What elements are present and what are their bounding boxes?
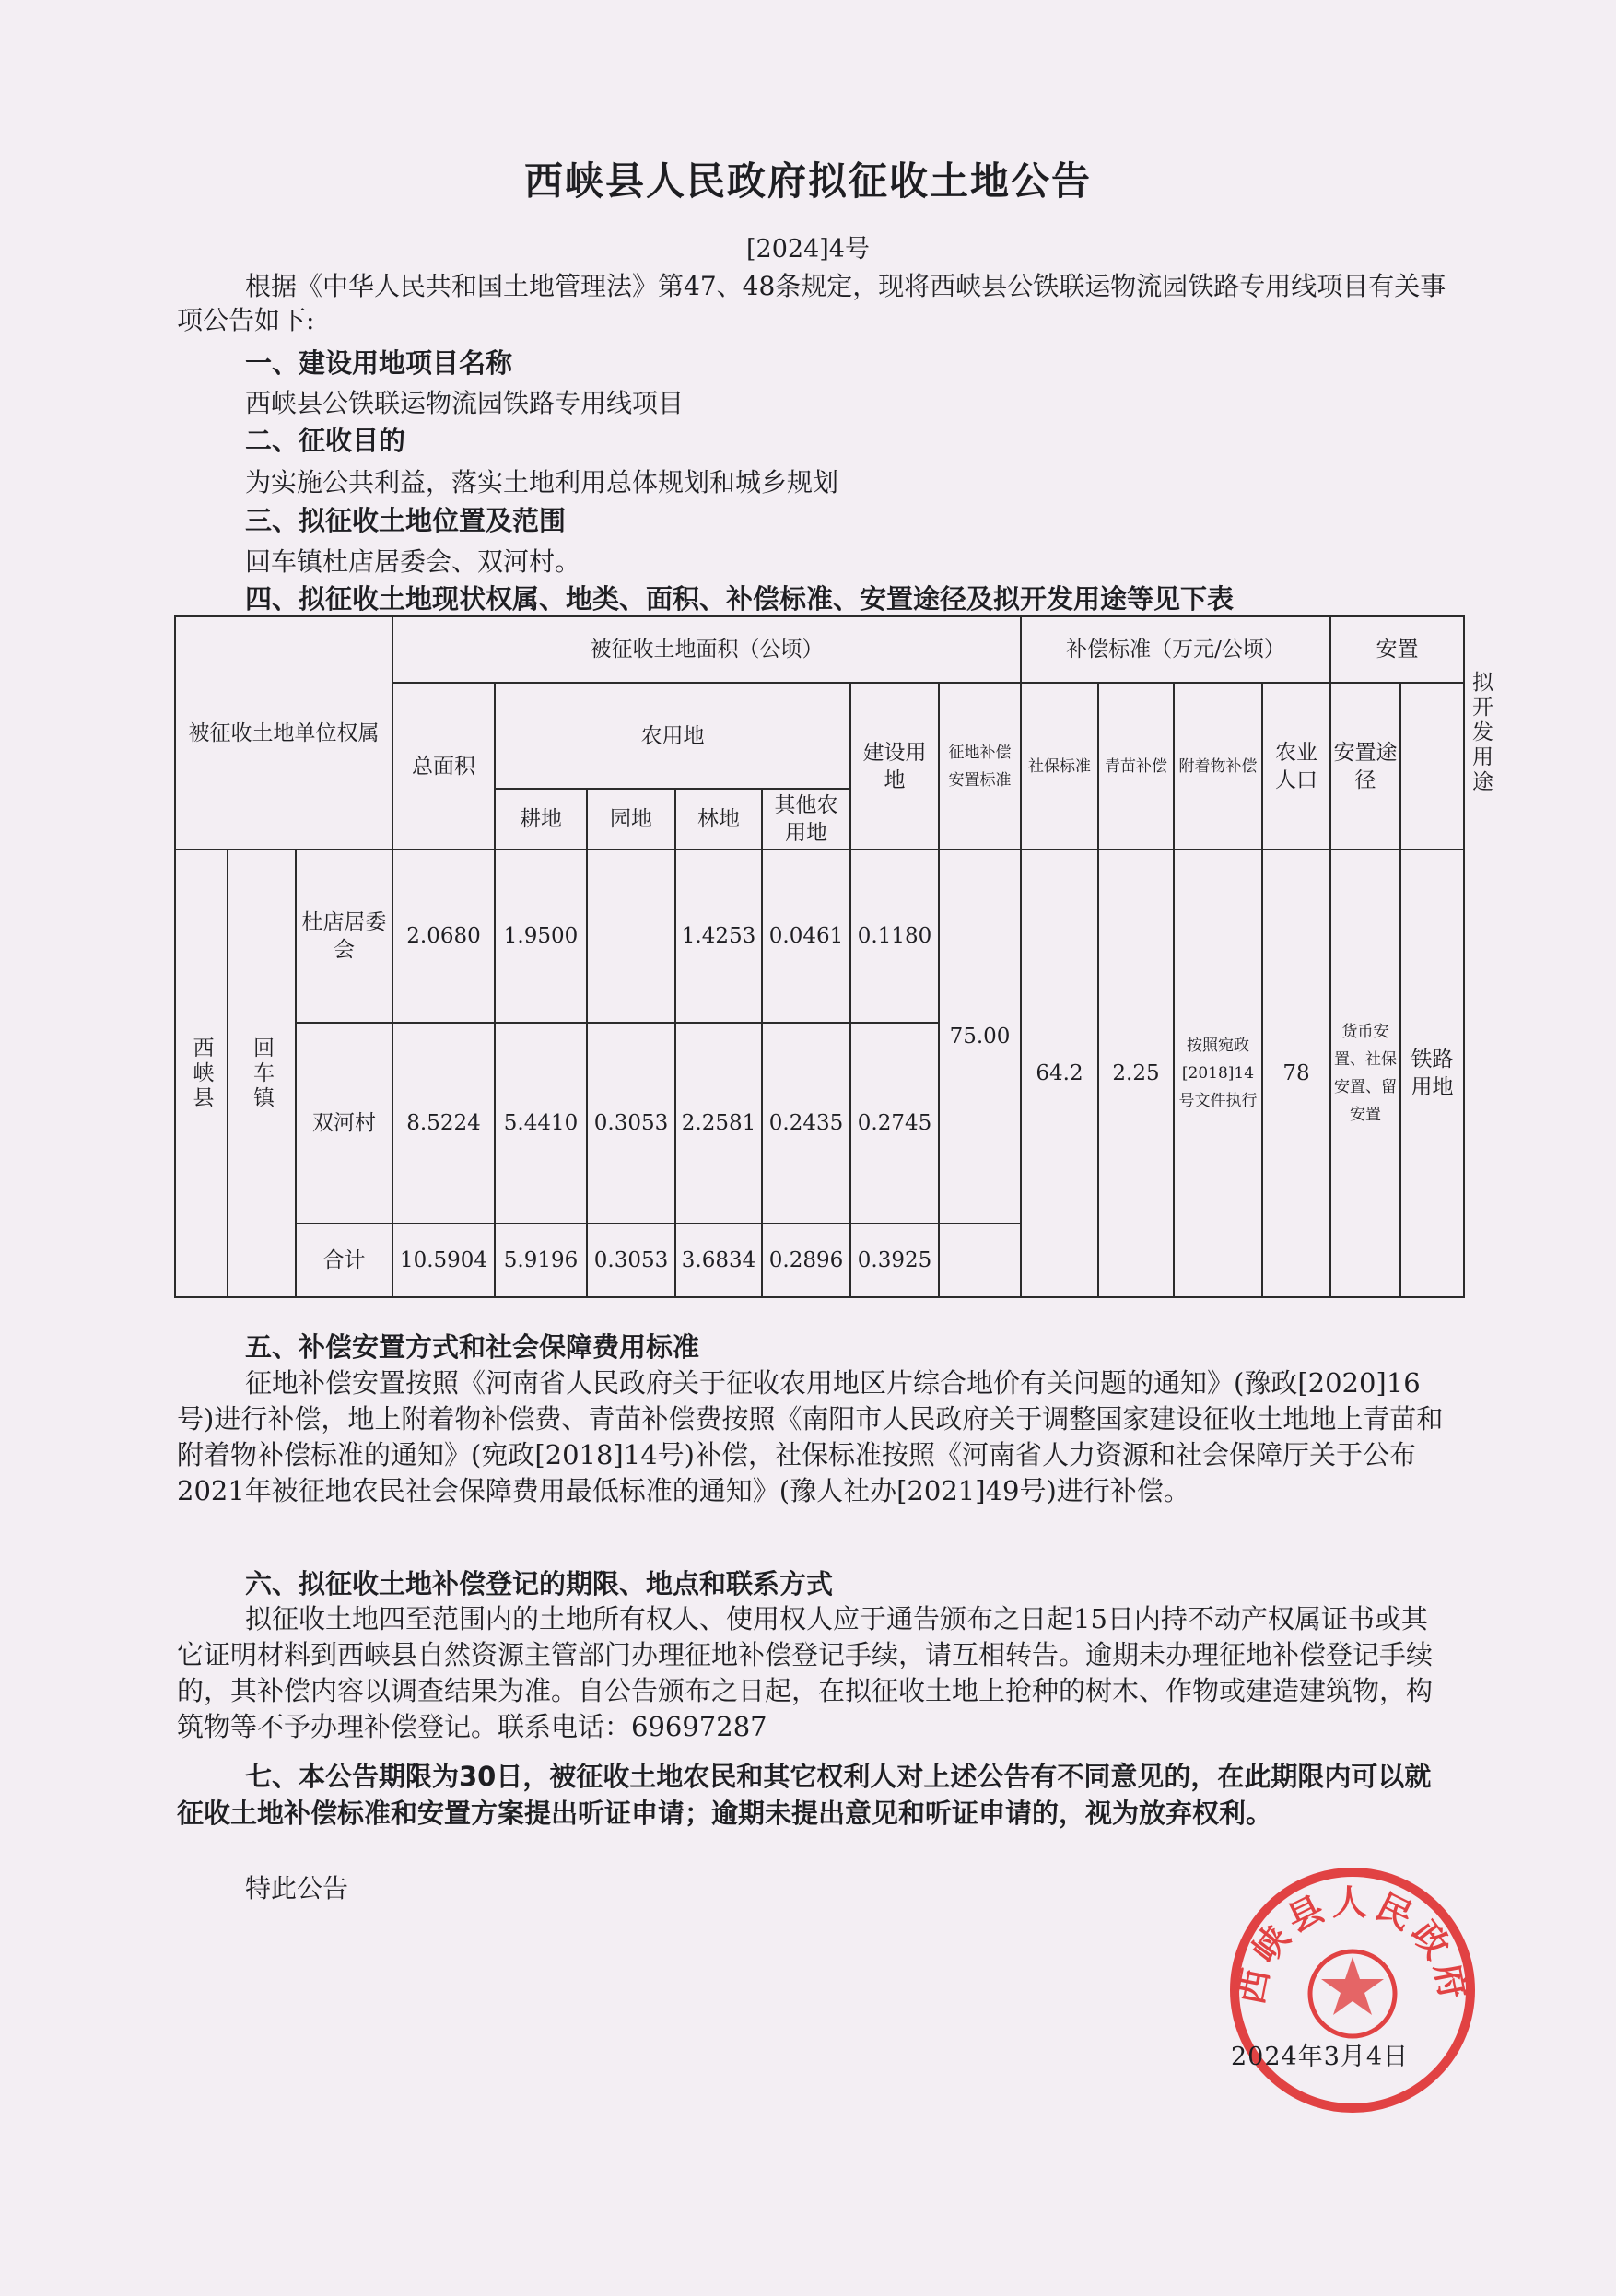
section2-heading: 二、征收目的 [245,425,406,456]
header-other-farm: 其他农用地 [762,789,850,849]
sum-total: 10.5904 [392,1224,495,1297]
town-cell [228,849,296,1297]
header-garden: 园地 [587,789,675,849]
cell-cultivated: 1.9500 [495,849,587,1023]
section7-paragraph [177,1758,1448,1832]
header-forest: 林地 [675,789,762,849]
section3-heading: 三、拟征收土地位置及范围 [245,505,567,536]
header-attach: 附着物补偿 [1174,683,1262,849]
header-social: 社保标准 [1021,683,1098,849]
land-table [174,615,1493,1298]
empty-cell [939,1224,1021,1297]
section1-text: 西峡县公铁联运物流园铁路专用线项目 [245,388,685,418]
header-farm-pop: 农业人口 [1262,683,1330,849]
table-row [175,849,1464,1023]
official-seal [1227,1865,1478,2115]
header-area-group: 被征收土地面积（公顷） [392,616,1021,683]
sum-garden: 0.3053 [587,1224,675,1297]
section3-text: 回车镇杜店居委会、双河村。 [245,546,581,577]
header-farmland: 农用地 [495,683,850,789]
county-text: 西峡县 [189,1036,214,1111]
cell-total: 2.0680 [392,849,495,1023]
row-name: 双河村 [296,1023,392,1224]
header-comp-group: 补偿标准（万元/公顷） [1021,616,1330,683]
document-number: [2024]4号 [746,235,870,264]
svg-text:西峡县人民政府: 西峡县人民政府 [1230,1882,1475,2008]
sum-forest: 3.6834 [675,1224,762,1297]
header-total: 总面积 [392,683,495,849]
social-value: 64.2 [1021,849,1098,1297]
cell-construction: 0.1180 [850,849,939,1023]
sum-name: 合计 [296,1224,392,1297]
section4-heading: 四、拟征收土地现状权属、地类、面积、补偿标准、安置途径及拟开发用途等见下表 [245,583,1235,615]
header-cultivated: 耕地 [495,789,587,849]
sum-other: 0.2896 [762,1224,850,1297]
cell-cultivated: 5.4410 [495,1023,587,1224]
section5-paragraph [177,1365,1448,1509]
cell-forest: 1.4253 [675,849,762,1023]
section5-heading: 五、补偿安置方式和社会保障费用标准 [245,1331,700,1363]
cell-construction: 0.2745 [850,1023,939,1224]
section6-heading: 六、拟征收土地补偿登记的期限、地点和联系方式 [245,1568,834,1599]
intro-text: 根据《中华人民共和国土地管理法》第47、48条规定，现将西峡县公铁联运物流园铁路专用线项目有关事项公告如下: [177,271,1446,335]
cell-forest: 2.2581 [675,1023,762,1224]
header-owner: 被征收土地单位权属 [175,616,392,849]
attach-value: 按照宛政[2018]14号文件执行 [1174,849,1262,1297]
farm-pop-value: 78 [1262,849,1330,1297]
section2-text: 为实施公共利益，落实土地利用总体规划和城乡规划 [245,467,839,498]
header-resettle-group: 安置 [1330,616,1464,683]
intro-paragraph [177,269,1448,337]
sum-cultivated: 5.9196 [495,1224,587,1297]
cell-other: 0.2435 [762,1023,850,1224]
document-title: 西峡县人民政府拟征收土地公告 [523,158,1092,204]
header-construction: 建设用地 [850,683,939,849]
resettle-value: 货币安置、社保安置、留安置 [1330,849,1400,1297]
town-text: 回车镇 [250,1036,274,1111]
sum-construction: 0.3925 [850,1224,939,1297]
cell-garden: 0.3053 [587,1023,675,1224]
closing-text: 特此公告 [245,1873,349,1904]
document-date: 2024年3月4日 [1231,2043,1410,2071]
use-value: 铁路用地 [1400,849,1464,1297]
header-crop: 青苗补偿 [1098,683,1174,849]
county-cell [175,849,228,1297]
land-comp-value: 75.00 [939,849,1021,1224]
section5-text: 征地补偿安置按照《河南省人民政府关于征收农用地区片综合地价有关问题的通知》(豫政[2020]16号)进行补偿，地上附着物补偿费、青苗补偿费按照《南阳市人民政府关于调整国家建设征收土地地上青苗和附着物补偿标准的通知》(宛政[2018]14号)补偿，社保标准按照《河南省人力资源和社会保障厅关于公布2021年被征地农民社会保障费用最低标准的通知》(豫人社办[2021]49号)进行补偿。 [177,1367,1444,1506]
row-name: 杜店居委会 [296,849,392,1023]
cell-other: 0.0461 [762,849,850,1023]
section6-paragraph [177,1601,1448,1745]
section7-text: 七、本公告期限为30日，被征收土地农民和其它权利人对上述公告有不同意见的，在此期限内可以就征收土地补偿标准和安置方案提出听证申请；逾期未提出意见和听证申请的，视为放弃权利。 [177,1761,1432,1829]
section1-heading: 一、建设用地项目名称 [245,347,513,379]
header-land-comp: 征地补偿安置标准 [939,683,1021,849]
header-use-text: 拟开发用途 [1469,671,1493,795]
header-resettle-way: 安置途径 [1330,683,1400,849]
crop-value: 2.25 [1098,849,1174,1297]
section6-text: 拟征收土地四至范围内的土地所有权人、使用权人应于通告颁布之日起15日内持不动产权属证书或其它证明材料到西峡县自然资源主管部门办理征地补偿登记手续，请互相转告。逾期未办理征地补偿登记手续的，其补偿内容以调查结果为准。自公告颁布之日起，在拟征收土地上抢种的树木、作物或建造建筑物，构筑物等不予办理补偿登记。联系电话：69697287 [177,1603,1434,1742]
cell-garden [587,849,675,1023]
cell-total: 8.5224 [392,1023,495,1224]
